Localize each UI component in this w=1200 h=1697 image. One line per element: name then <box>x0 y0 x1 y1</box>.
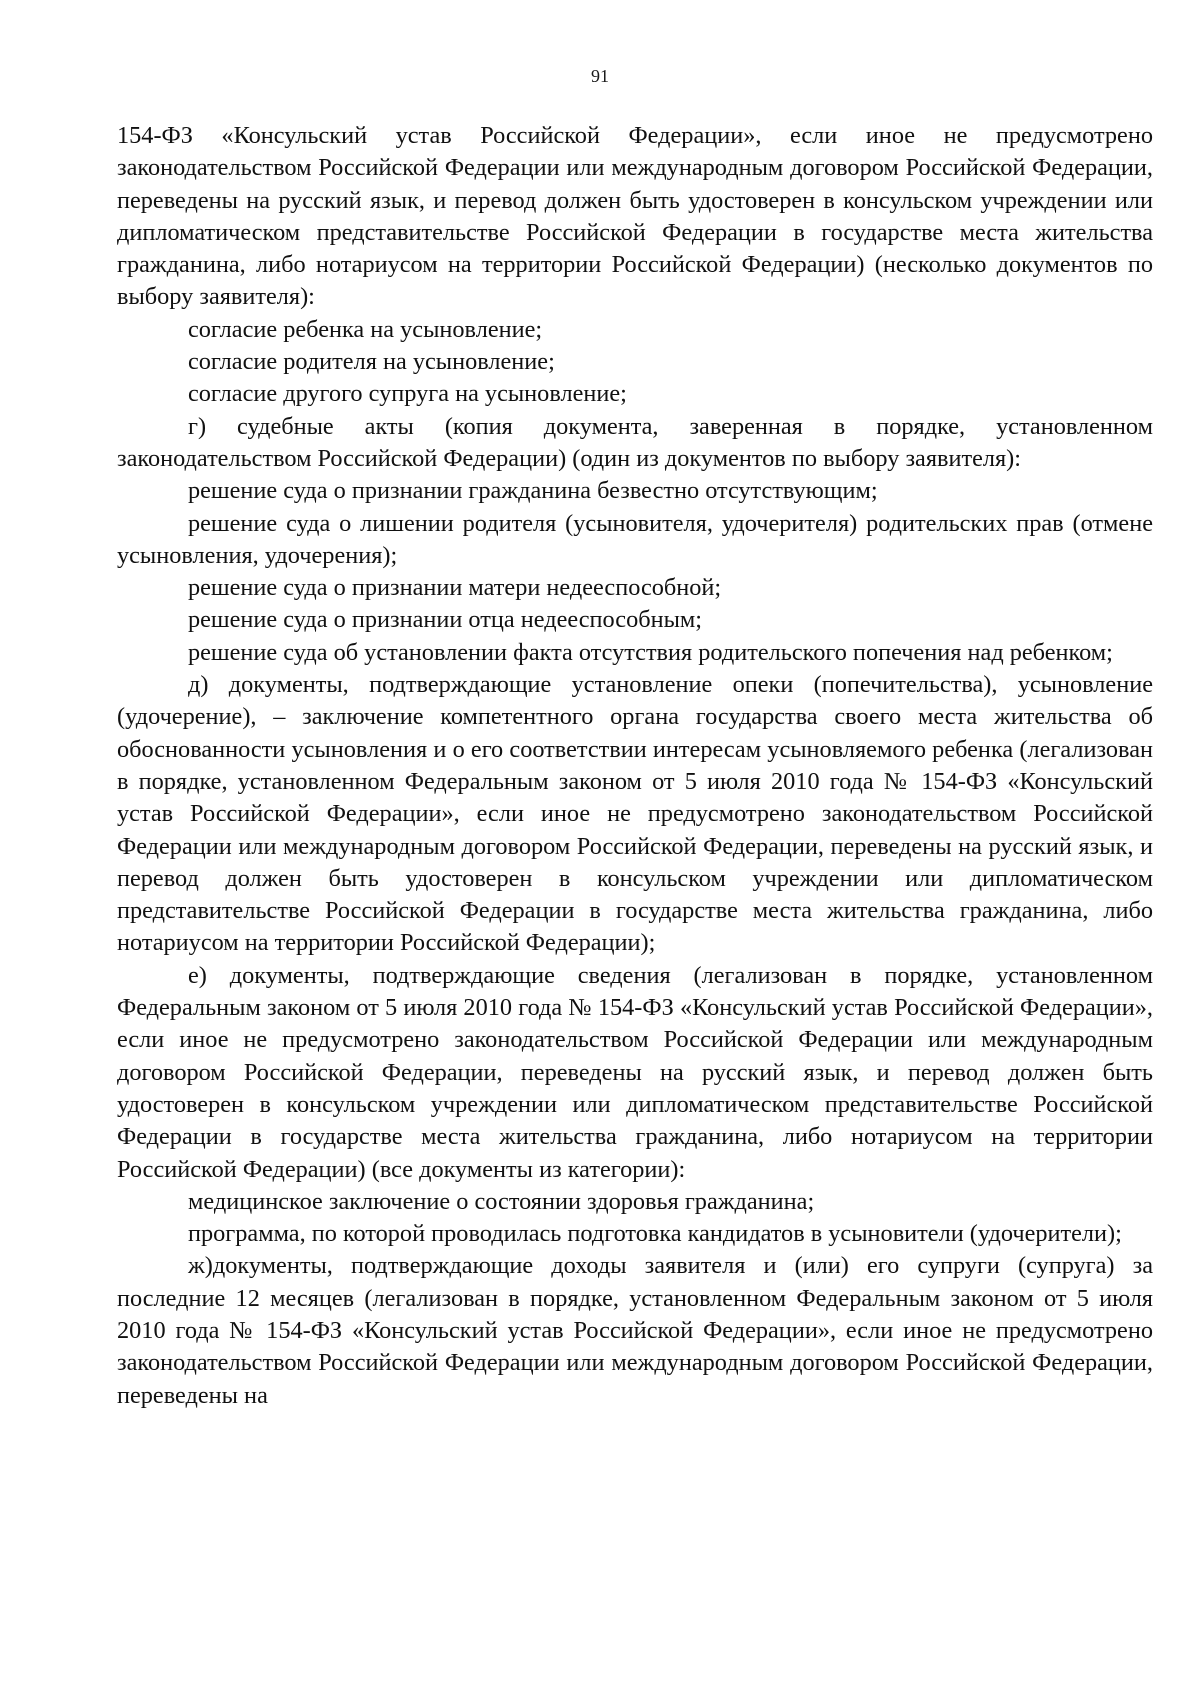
paragraph-list-item: решение суда о признании отца недееспособным; <box>188 606 703 634</box>
paragraph-section-g: г) судебные акты (копия документа, заверенная в порядке, установленном законодательством Российской Федерации) (один из документов по выбору заявителя): <box>117 412 1153 472</box>
paragraph-list-item: решение суда об установлении факта отсутствия родительского попечения над ребенком; <box>188 638 1113 666</box>
paragraph-continuation: 154-ФЗ «Консульский устав Российской Федерации», если иное не предусмотрено законодательством Российской Федерации или международным договором Российской Федерации, переведены на русский язык, и перевод должен быть удостоверен в консульском учреждении или дипломатическом представительстве Российской Федерации в государстве места жительства гражданина, либо нотариусом на территории Российской Федерации) (несколько документов по выбору заявителя): <box>117 122 1153 311</box>
paragraph-section-d: д) документы, подтверждающие установление опеки (попечительства), усыновление (удочерение), – заключение компетентного органа государства своего места жительства об обоснованности усыновления и о его соответствии интересам усыновляемого ребенка (легализован в порядке, установленном Федеральным законом от 5 июля 2010 года № 154-ФЗ «Консульский устав Российской Федерации», если иное не предусмотрено законодательством Российской Федерации или международным договором Российской Федерации, переведены на русский язык, и перевод должен быть удостоверен в консульском учреждении или дипломатическом представительстве Российской Федерации в государстве места жительства гражданина, либо нотариусом на территории Российской Федерации); <box>117 671 1153 957</box>
paragraph-list-item: согласие ребенка на усыновление; <box>188 315 543 343</box>
document-body <box>117 120 1153 1412</box>
paragraph-list-item: согласие родителя на усыновление; <box>188 348 555 376</box>
paragraph-section-zh: ж)документы, подтверждающие доходы заявителя и (или) его супруги (супруга) за последние 12 месяцев (легализован в порядке, установленном Федеральным законом от 5 июля 2010 года № 154-ФЗ «Консульский устав Российской Федерации», если иное не предусмотрено законодательством Российской Федерации или международным договором Российской Федерации, переведены на <box>117 1252 1153 1409</box>
paragraph-list-item: решение суда о признании матери недееспособной; <box>188 574 722 602</box>
paragraph-list-item: согласие другого супруга на усыновление; <box>188 380 627 408</box>
paragraph-list-item: решение суда о лишении родителя (усыновителя, удочерителя) родительских прав (отмене усыновления, удочерения); <box>117 509 1153 569</box>
paragraph-section-e: е) документы, подтверждающие сведения (легализован в порядке, установленном Федеральным законом от 5 июля 2010 года № 154-ФЗ «Консульский устав Российской Федерации», если иное не предусмотрено законодательством Российской Федерации или международным договором Российской Федерации, переведены на русский язык, и перевод должен быть удостоверен в консульском учреждении или дипломатическом представительстве Российской Федерации в государстве места жительства гражданина, либо нотариусом на территории Российской Федерации) (все документы из категории): <box>117 961 1153 1183</box>
paragraph-list-item: решение суда о признании гражданина безвестно отсутствующим; <box>188 477 878 505</box>
paragraph-list-item: медицинское заключение о состоянии здоровья гражданина; <box>188 1187 815 1215</box>
page-number: 91 <box>591 66 609 86</box>
paragraph-list-item: программа, по которой проводилась подготовка кандидатов в усыновители (удочерители); <box>188 1220 1122 1248</box>
